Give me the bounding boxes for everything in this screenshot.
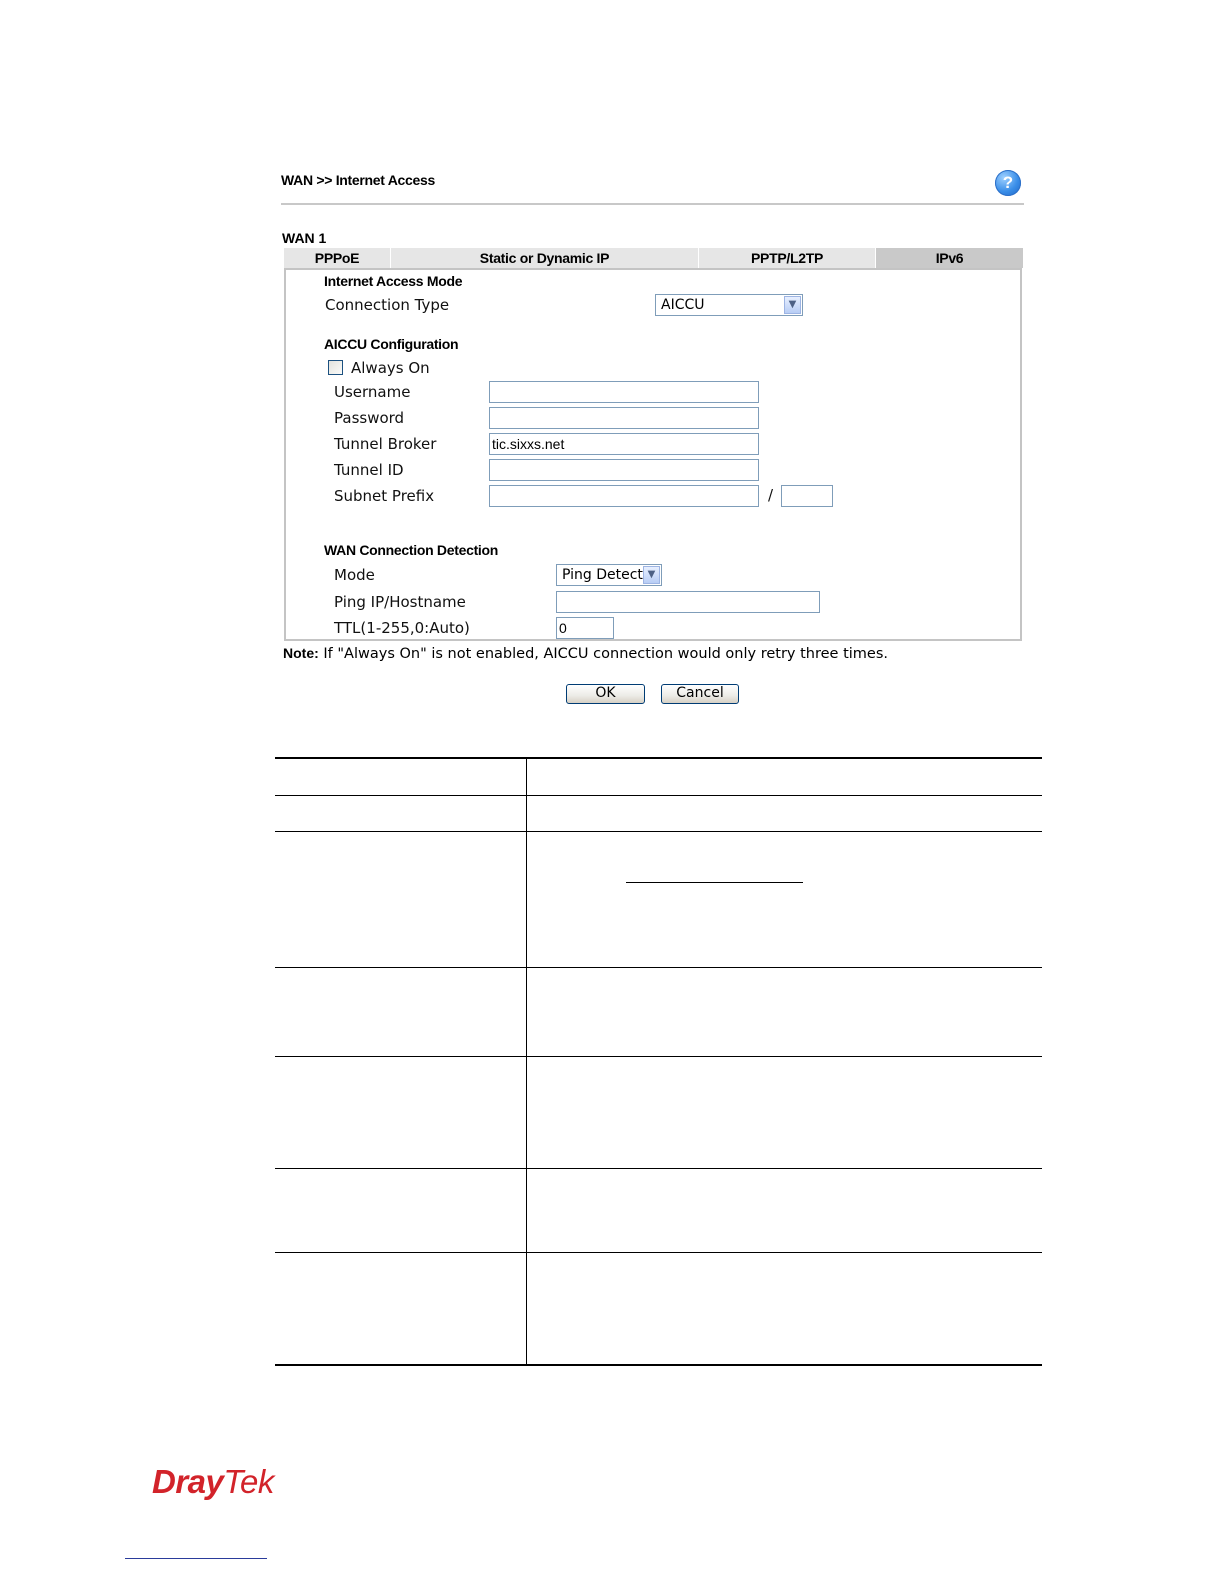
draytek-logo [152, 1463, 274, 1501]
note-prefix: Note: [283, 645, 319, 661]
tunnel-broker-label: Tunnel Broker [334, 435, 437, 453]
table-column-divider [526, 759, 527, 1365]
note-text [283, 645, 888, 662]
ttl-field[interactable]: 0 [556, 617, 614, 639]
chevron-down-icon: ▼ [643, 566, 660, 584]
connection-type-value: AICCU [661, 297, 705, 313]
table-row-rule [275, 1168, 1042, 1169]
table-row-rule [275, 1056, 1042, 1057]
title-divider [281, 203, 1024, 205]
tab-ipv6[interactable]: IPv6 [876, 248, 1023, 268]
page-title: WAN >> Internet Access [281, 172, 435, 188]
cancel-button[interactable]: Cancel [661, 684, 739, 704]
ping-hostname-field[interactable] [556, 591, 820, 613]
table-row-rule [275, 967, 1042, 968]
table-top-rule [275, 757, 1042, 759]
mode-label: Mode [334, 566, 375, 584]
table-row-rule [275, 1252, 1042, 1253]
logo-part2: Tek [223, 1463, 274, 1500]
link-underline [626, 882, 803, 883]
footer-rule [125, 1558, 267, 1559]
internet-access-mode-heading: Internet Access Mode [324, 273, 463, 289]
password-label: Password [334, 409, 405, 427]
tunnel-id-label: Tunnel ID [334, 461, 404, 479]
ping-hostname-label: Ping IP/Hostname [334, 593, 466, 611]
tab-bar [284, 248, 1023, 268]
subnet-separator: / [768, 486, 774, 504]
tunnel-broker-field[interactable]: tic.sixxs.net [489, 433, 759, 455]
wan-connection-detection-heading: WAN Connection Detection [324, 542, 499, 558]
table-row-rule [275, 795, 1042, 796]
tunnel-id-field[interactable] [489, 459, 759, 481]
username-label: Username [334, 383, 411, 401]
tab-pptp-l2tp[interactable]: PPTP/L2TP [699, 248, 876, 268]
connection-type-label: Connection Type [325, 296, 450, 314]
mode-value: Ping Detect [562, 567, 643, 583]
table-bottom-rule [275, 1364, 1042, 1366]
mode-select[interactable] [556, 564, 662, 586]
tab-static-dynamic-ip[interactable]: Static or Dynamic IP [391, 248, 699, 268]
chevron-down-icon: ▼ [784, 296, 801, 314]
note-body: If "Always On" is not enabled, AICCU connection would only retry three times. [318, 646, 888, 662]
always-on-checkbox[interactable] [328, 360, 343, 375]
password-field[interactable] [489, 407, 759, 429]
ttl-label: TTL(1-255,0:Auto) [334, 619, 470, 637]
tab-pppoe[interactable]: PPPoE [284, 248, 391, 268]
subnet-prefix-field[interactable] [489, 485, 759, 507]
username-field[interactable] [489, 381, 759, 403]
wan-label: WAN 1 [282, 230, 327, 246]
help-icon[interactable]: ? [995, 170, 1021, 196]
table-row-rule [275, 831, 1042, 832]
logo-part1: Dray [152, 1463, 224, 1500]
subnet-prefix-label: Subnet Prefix [334, 487, 435, 505]
connection-type-select[interactable] [655, 294, 803, 316]
ok-button[interactable]: OK [566, 684, 645, 704]
aiccu-configuration-heading: AICCU Configuration [324, 336, 459, 352]
subnet-length-field[interactable] [781, 485, 833, 507]
always-on-label: Always On [351, 359, 430, 377]
